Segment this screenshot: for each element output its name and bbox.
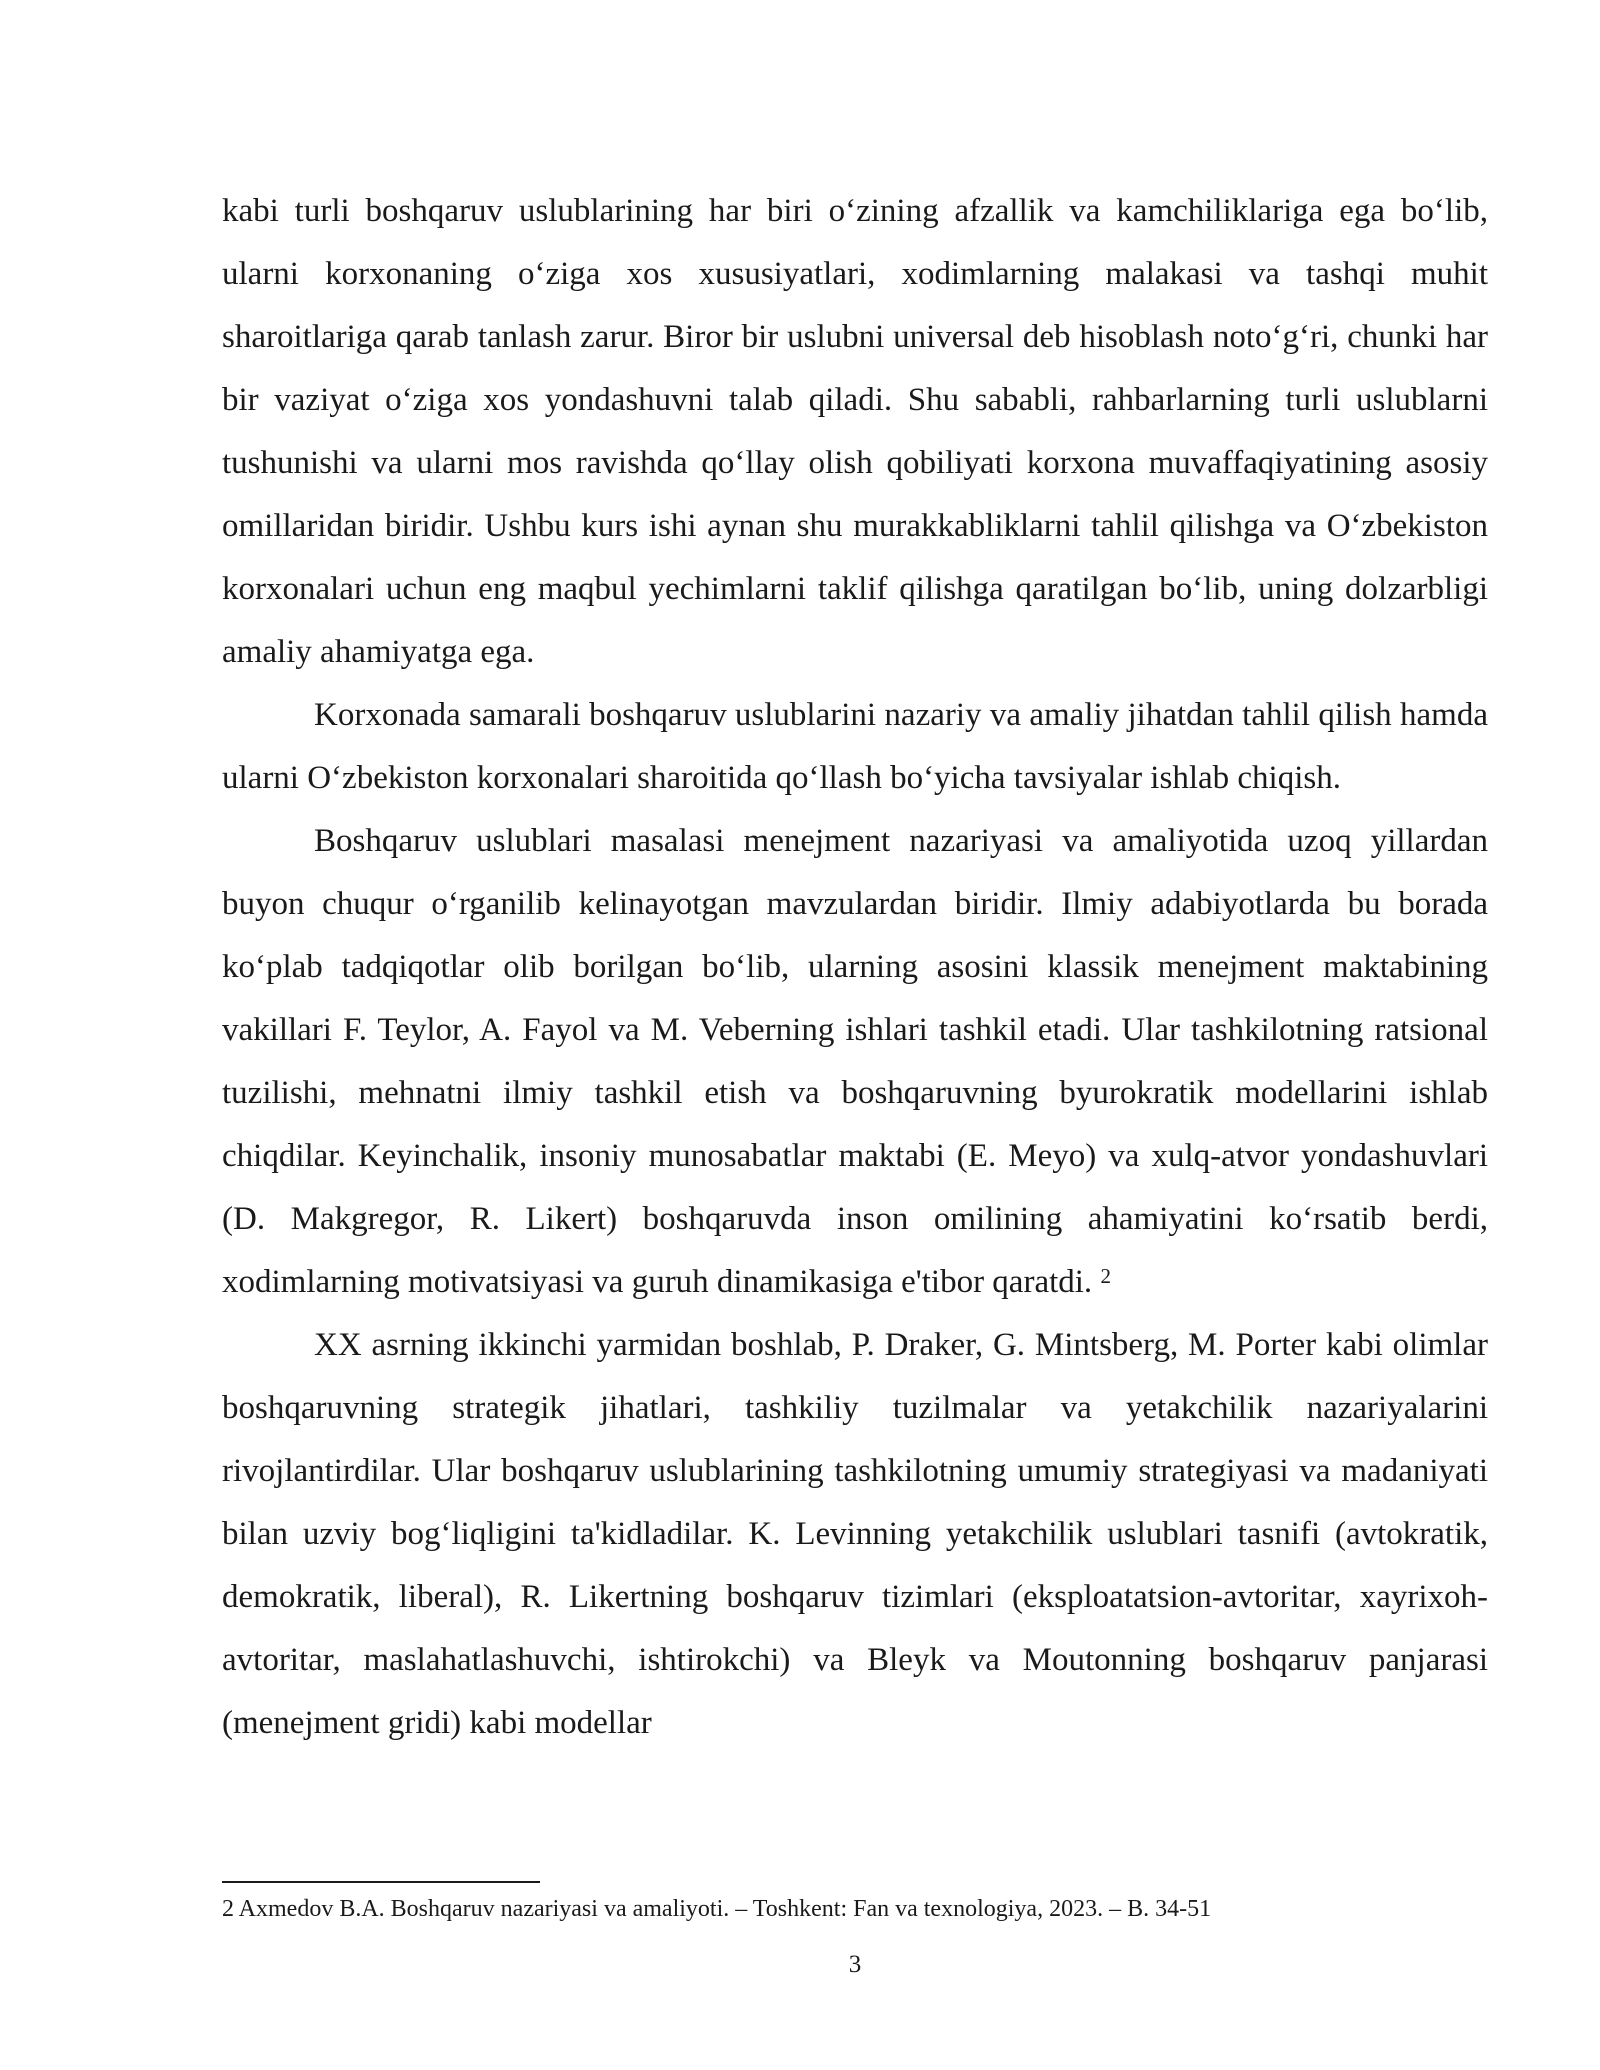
paragraph-2: Korxonada samarali boshqaruv uslublarini nazariy va amaliy jihatdan tahlil qilish hamda ularni O‘zbekiston korxonalari sharoitida qo‘llash bo‘yicha tavsiyalar ishlab chiqish. [222,697,1488,796]
paragraph-3 [222,810,1488,1314]
body-text [222,180,1488,1755]
paragraph-4: XX asrning ikkinchi yarmidan boshlab, P. Draker, G. Mintsberg, M. Porter kabi olimlar boshqaruvning strategik jihatlari, tashkiliy tuzilmalar va yetakchilik nazariyalarini rivojlantirdilar. Ular boshqaruv uslublarining tashkilotning umumiy strategiyasi va madaniyati bilan uzviy bog‘liqligini ta'kidladilar. K. Levinning yetakchilik uslublari tasnifi (avtokratik, demokratik, liberal), R. Likertning boshqaruv tizimlari (eksploatatsion-avtoritar, xayrixoh-avtoritar, maslahatlashuvchi, ishtirokchi) va Bleyk va Moutonning boshqaruv panjarasi (menejment gridi) kabi modellar [222,1327,1488,1741]
footnote-separator [222,1881,540,1883]
paragraph-1: kabi turli boshqaruv uslublarining har biri o‘zining afzallik va kamchiliklariga ega bo‘lib, ularni korxonaning o‘ziga xos xususiyatlari, xodimlarning malakasi va tashqi muhit sharoitlariga qarab tanlash zarur. Biror bir uslubni universal deb hisoblash noto‘g‘ri, chunki har bir vaziyat o‘ziga xos yondashuvni talab qiladi. Shu sababli, rahbarlarning turli uslublarni tushunishi va ularni mos ravishda qo‘llay olish qobiliyati korxona muvaffaqiyatining asosiy omillaridan biridir. Ushbu kurs ishi aynan shu murakkabliklarni tahlil qilishga va O‘zbekiston korxonalari uchun eng maqbul yechimlarni taklif qilishga qaratilgan bo‘lib, uning dolzarbligi amaliy ahamiyatga ega. [222,193,1488,670]
page-number: 3 [848,1951,862,1978]
footnote-reference: 2 [1100,1264,1111,1288]
footnote: 2 Axmedov B.A. Boshqaruv nazariyasi va amaliyoti. – Toshkent: Fan va texnologiya, 2023. – B. 34-51 [222,1896,1212,1922]
paragraph-3-text: Boshqaruv uslublari masalasi menejment nazariyasi va amaliyotida uzoq yillardan buyon chuqur o‘rganilib kelinayotgan mavzulardan biridir. Ilmiy adabiyotlarda bu borada ko‘plab tadqiqotlar olib borilgan bo‘lib, ularning asosini klassik menejment maktabining vakillari F. Teylor, A. Fayol va M. Veberning ishlari tashkil etadi. Ular tashkilotning ratsional tuzilishi, mehnatni ilmiy tashkil etish va boshqaruvning byurokratik modellarini ishlab chiqdilar. Keyinchalik, insoniy munosabatlar maktabi (E. Meyo) va xulq-atvor yondashuvlari (D. Makgregor, R. Likert) boshqaruvda inson omilining ahamiyatini ko‘rsatib berdi, xodimlarning motivatsiyasi va guruh dinamikasiga e'tibor qaratdi. [222,823,1488,1300]
